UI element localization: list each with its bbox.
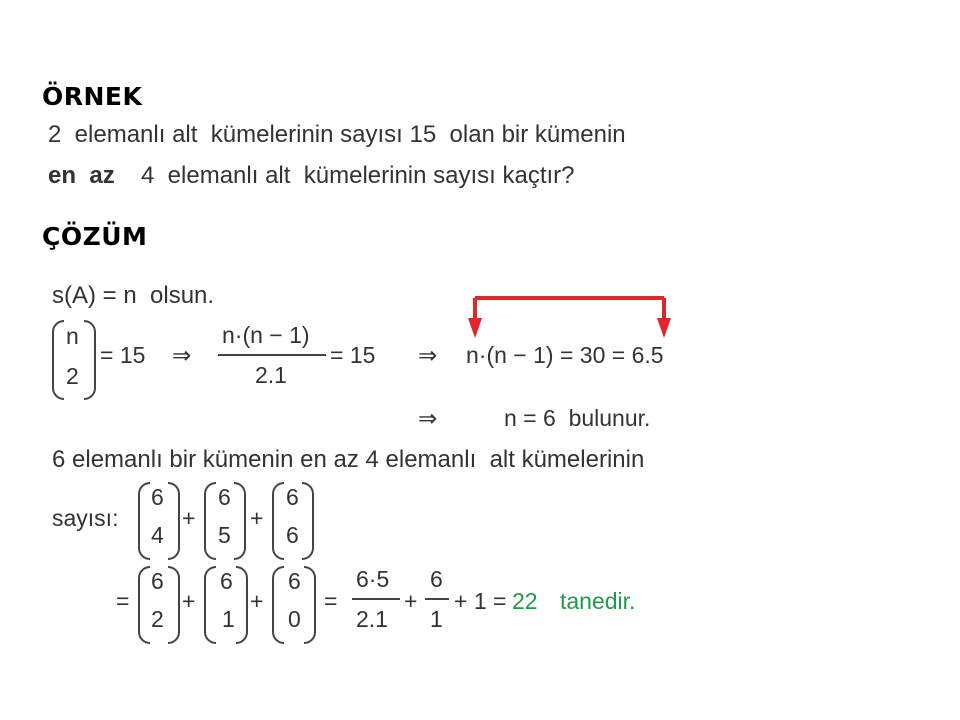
binom-bottom: 6	[286, 522, 299, 548]
binom-bottom: 2	[151, 606, 164, 632]
fraction-denominator: 2.1	[255, 362, 287, 388]
sentence-text: 6 elemanlı bir kümenin en az 4 elemanlı alt kümelerinin	[52, 446, 645, 473]
fraction-numerator: 6	[430, 566, 443, 592]
assumption-text: s(A) = n olsun.	[52, 282, 215, 309]
right-paren	[302, 482, 314, 560]
binom-bottom: 2	[66, 363, 79, 389]
left-paren	[204, 566, 216, 644]
plus-sign: +	[404, 588, 418, 614]
implies-symbol: ⇒	[172, 342, 192, 368]
fraction-bar	[352, 598, 400, 600]
plus-one-equals: + 1 =	[454, 588, 507, 614]
implies-symbol: ⇒	[418, 342, 438, 368]
equals-sign: =	[324, 588, 338, 614]
left-paren	[204, 482, 216, 560]
question-line-2: 4 elemanlı alt kümelerinin sayısı kaçtır?	[141, 162, 575, 189]
right-paren	[236, 566, 248, 644]
binom-bottom: 5	[218, 522, 231, 548]
right-paren	[168, 566, 180, 644]
fraction-denominator: 1	[430, 606, 443, 632]
left-paren	[272, 566, 284, 644]
binom-top: 6	[286, 484, 299, 510]
binom-top: n	[66, 323, 79, 349]
plus-sign: +	[182, 588, 196, 614]
binom-bottom: 4	[151, 522, 164, 548]
right-paren	[234, 482, 246, 560]
fraction-bar	[218, 354, 326, 356]
arrow-right-head	[657, 318, 671, 338]
equals-15: = 15	[100, 342, 146, 368]
plus-sign: +	[182, 505, 196, 531]
right-paren	[168, 482, 180, 560]
right-paren	[304, 566, 316, 644]
fraction-numerator: n·(n − 1)	[222, 322, 310, 348]
implies-symbol: ⇒	[418, 405, 438, 431]
bracket-arrow	[460, 290, 680, 342]
fraction-denominator: 2.1	[356, 606, 388, 632]
result-text: n = 6 bulunur.	[504, 405, 651, 431]
question-line-1: 2 elemanlı alt kümelerinin sayısı 15 olan bir kümenin	[48, 121, 626, 148]
left-paren	[272, 482, 284, 560]
binom-bottom: 1	[222, 606, 235, 632]
equals-sign: =	[116, 588, 130, 614]
answer-value: 22	[512, 588, 538, 614]
plus-sign: +	[250, 588, 264, 614]
plus-sign: +	[250, 505, 264, 531]
left-paren	[138, 482, 150, 560]
left-paren	[52, 320, 64, 400]
left-paren	[138, 566, 150, 644]
binom-top: 6	[218, 484, 231, 510]
arrow-left-head	[468, 318, 482, 338]
product-equation: n·(n − 1) = 30 = 6.5	[466, 342, 664, 368]
count-label: sayısı:	[52, 505, 119, 531]
binom-top: 6	[288, 568, 301, 594]
equals-15-b: = 15	[330, 342, 376, 368]
binom-top: 6	[151, 568, 164, 594]
fraction-bar	[425, 598, 449, 600]
example-heading: ÖRNEK	[42, 82, 143, 111]
binom-bottom: 0	[288, 606, 301, 632]
right-paren	[84, 320, 96, 400]
binom-top: 6	[151, 484, 164, 510]
answer-unit: tanedir.	[560, 588, 636, 614]
solution-heading: ÇÖZÜM	[42, 222, 148, 251]
binom-top: 6	[220, 568, 233, 594]
question-line-2-bold: en az	[48, 162, 115, 189]
fraction-numerator: 6·5	[356, 566, 390, 592]
